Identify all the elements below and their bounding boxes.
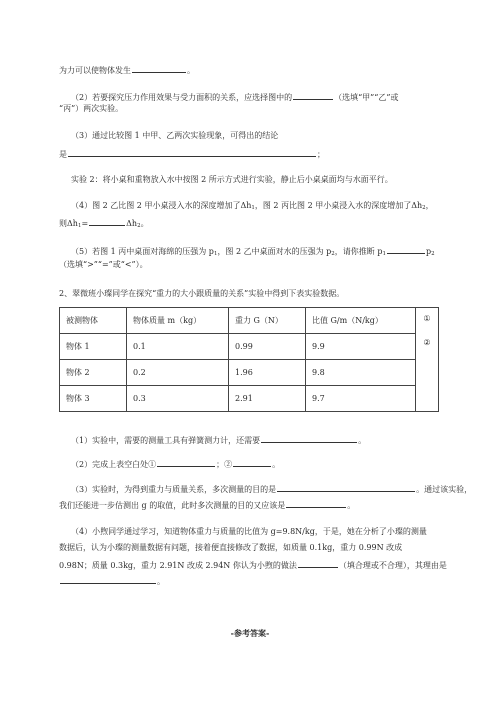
text: 0.98N；质量 0.3kg，重力 2.91N 改成 2.94N 你认为小煦的做法 [59, 561, 297, 570]
answer-blank[interactable] [132, 64, 186, 73]
text: 为力可以使物体发生 [59, 66, 131, 75]
text: （选填“>”“=”或“<”）。 [59, 260, 148, 269]
text: （填合理或不合理），其理由是 [338, 561, 447, 570]
text: （3）实验时，为得到重力与质量关系，多次测量的目的是 [71, 485, 277, 494]
answer-blank[interactable] [277, 483, 415, 492]
table-cell: 0.99 [229, 334, 306, 360]
subscript: 1 [251, 205, 255, 211]
circle-one-label: ① [423, 314, 431, 323]
answer-blank[interactable] [68, 148, 316, 157]
text: Δh [126, 219, 138, 228]
text: 是 [59, 150, 67, 159]
text-line [59, 575, 165, 587]
question-heading [59, 289, 344, 299]
text: 。 [157, 577, 165, 586]
table-header: 物体质量 m（kg） [127, 308, 229, 334]
text-line [59, 148, 325, 160]
answer-key-heading: -参考答案- [230, 628, 270, 638]
text: 2、翠微班小璨同学在探究“重力的大小跟质量的关系”实验中得到下表实验数据。 [59, 289, 345, 298]
text-line [59, 260, 148, 270]
table-cell: 0.1 [127, 334, 229, 360]
text-line [71, 201, 434, 213]
subscript: 1 [77, 223, 82, 229]
text: 数据后，认为小璨的测量数据有问题，接着便直接修改了数据，如质量 0.1kg，重力 0.99N 改成 [59, 543, 403, 552]
text: （2）完成上表空白处① [71, 460, 157, 469]
table-row [60, 360, 439, 386]
text: ，请你推断 p [334, 247, 383, 256]
answer-blank[interactable] [261, 434, 357, 443]
text-line [71, 131, 278, 141]
table-header: 被测物体 [60, 308, 127, 334]
text: （1）实验中，需要的测量工具有弹簧测力计，还需要 [71, 436, 261, 445]
text-line [71, 175, 393, 185]
table-cell: 物体 2 [60, 360, 127, 386]
table-row [60, 386, 439, 412]
table-cell: 0.2 [127, 360, 229, 386]
text: ；② [216, 460, 233, 469]
text-line [71, 458, 280, 470]
text-line [59, 217, 149, 231]
table-cell: 1.96 [229, 360, 306, 386]
text: 。通过该实验， [416, 485, 473, 494]
answer-blank[interactable] [89, 217, 125, 226]
subscript: 2 [137, 223, 141, 229]
text-line [59, 499, 355, 511]
text-line [59, 64, 195, 76]
data-table [59, 307, 439, 412]
table-cell: 9.9 [306, 334, 416, 360]
table-header: 重力 G（N） [229, 308, 306, 334]
answer-blank[interactable] [293, 91, 333, 100]
subscript: 1 [382, 251, 386, 257]
text-line [59, 543, 402, 553]
text: （4）小煦同学通过学习，知道物体重力与质量的比值为 g=9.8N/kg，于是，她在分析了小璨的测量 [71, 527, 427, 536]
subscript: 1 [213, 251, 218, 257]
text: （3）通过比较图 1 中甲、乙两次实验现象，可得出的结论 [71, 131, 279, 140]
text: 。 [358, 436, 367, 445]
text: （4）图 2 乙比图 2 甲小桌浸入水的深度增加了Δh [71, 201, 252, 210]
text: 。 [187, 66, 195, 75]
text: 我们还能进一步估测出 g 的取值，此时多次测量的目的又应该是 [59, 501, 286, 510]
answer-blank[interactable] [387, 245, 425, 254]
text: 。 [347, 501, 356, 510]
text-line [71, 434, 366, 446]
answer-blank[interactable] [286, 499, 346, 508]
text: 。 [140, 219, 149, 228]
subscript: 2 [431, 251, 435, 257]
text: 。 [272, 460, 281, 469]
text-line [71, 527, 427, 537]
text: （2）若要探究压力作用效果与受力面积的关系，应选择图中的 [71, 93, 293, 102]
answer-blank[interactable] [60, 575, 156, 584]
answer-blank[interactable] [233, 458, 271, 467]
blank-column [416, 308, 439, 412]
text: （选填“甲”“乙”或 [334, 93, 399, 102]
text-line [71, 483, 472, 495]
table-cell: 物体 3 [60, 386, 127, 412]
table-cell: 2.91 [229, 386, 306, 412]
table-header: 比值 G/m（N/kg） [306, 308, 416, 334]
table-row [60, 334, 439, 360]
text: （5）若图 1 丙中桌面对海绵的压强为 p [71, 247, 214, 256]
text-line [59, 559, 447, 571]
text: ，图 2 乙中桌面对水的压强为 p [217, 247, 332, 256]
table-header-row [60, 308, 439, 334]
text: ，图 2 丙比图 2 甲小桌浸入水的深度增加了Δh [254, 201, 423, 210]
table-cell: 0.3 [127, 386, 229, 412]
subscript: 2 [331, 251, 335, 257]
table-cell: 9.7 [306, 386, 416, 412]
text-line [71, 91, 398, 103]
text: ； [317, 150, 325, 159]
text: “丙”）两次实验。 [59, 104, 124, 113]
text: p [425, 247, 432, 256]
text: 实验 2：将小桌和重物放入水中按图 2 所示方式进行实验，静止后小桌桌面均与水面平行。 [71, 175, 393, 184]
answer-blank[interactable] [298, 559, 338, 568]
text-line [59, 104, 123, 114]
table-cell: 物体 1 [60, 334, 127, 360]
text: = [81, 219, 89, 228]
answer-blank[interactable] [157, 458, 215, 467]
circle-two-label: ② [423, 338, 431, 347]
text-line [71, 245, 435, 259]
text: ， [425, 201, 434, 210]
text: 则Δh [59, 219, 78, 228]
table-cell: 9.8 [306, 360, 416, 386]
subscript: 2 [422, 205, 426, 211]
